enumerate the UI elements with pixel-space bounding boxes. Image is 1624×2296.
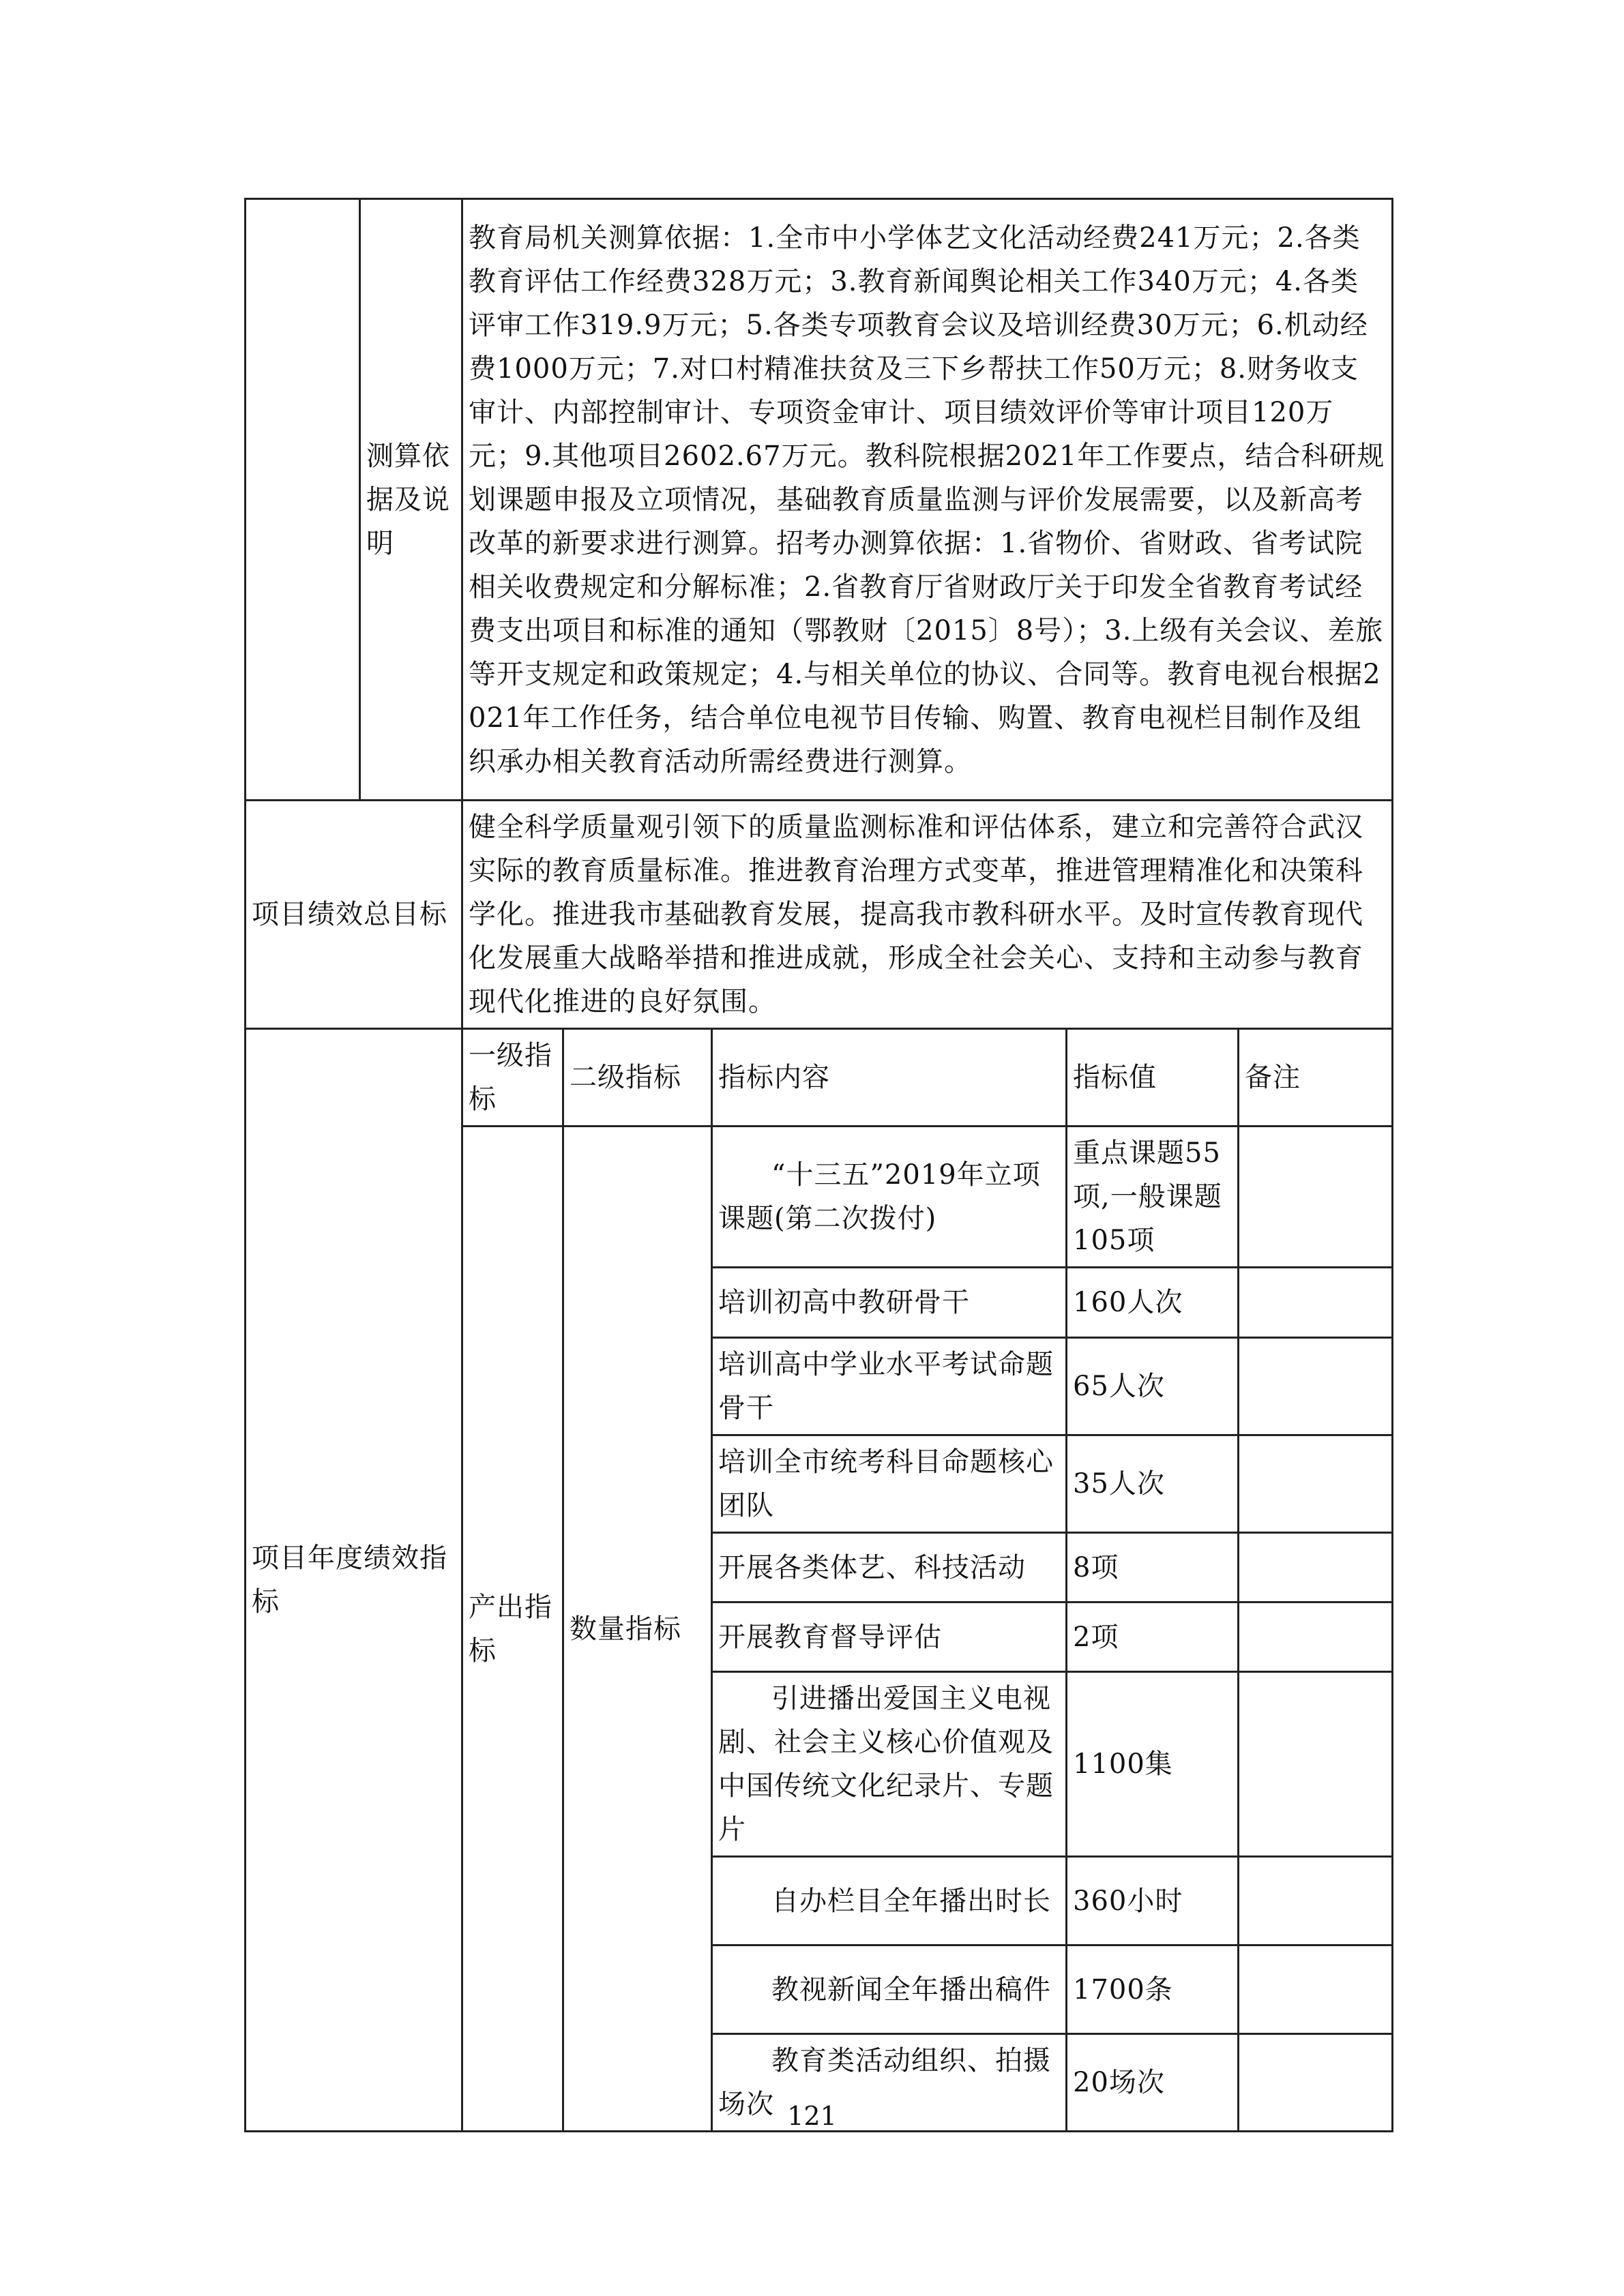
note-cell: [1239, 1435, 1393, 1533]
overall-goal-label: 项目绩效总目标: [246, 801, 462, 1029]
value-cell: 35人次: [1067, 1435, 1239, 1533]
content-cell: 培训初高中教研骨干: [712, 1268, 1067, 1338]
note-cell: [1239, 1338, 1393, 1435]
basis-empty-cell: [246, 199, 360, 801]
note-cell: [1239, 1127, 1393, 1268]
note-cell: [1239, 1533, 1393, 1602]
level2-cell: 数量指标: [563, 1127, 712, 2132]
content-cell: 引进播出爱国主义电视剧、社会主义核心价值观及中国传统文化纪录片、专题片: [712, 1672, 1067, 1857]
basis-label: 测算依据及说明: [360, 199, 462, 801]
note-cell: [1239, 1602, 1393, 1672]
content-cell: 开展教育督导评估: [712, 1602, 1067, 1672]
content-cell: “十三五”2019年立项课题(第二次拨付): [712, 1127, 1067, 1268]
note-cell: [1239, 1268, 1393, 1338]
content-cell: 开展各类体艺、科技活动: [712, 1533, 1067, 1602]
basis-text: 教育局机关测算依据：1.全市中小学体艺文化活动经费241万元；2.各类教育评估工作经费328万元；3.教育新闻舆论相关工作340万元；4.各类评审工作319.9万元；5.各类专项教育会议及培训经费30万元；6.机动经费1000万元；7.对口村精准扶贫及三下乡帮扶工作50万元；8.财务收支审计、内部控制审计、专项资金审计、项目绩效评价等审计项目120万元；9.其他项目2602.67万元。教科院根据2021年工作要点，结合科研规划课题申报及立项情况，基础教育质量监测与评价发展需要，以及新高考改革的新要求进行测算。招考办测算依据：1.省物价、省财政、省考试院相关收费规定和分解标准；2.省教育厅省财政厅关于印发全省教育考试经费支出项目和标准的通知（鄂教财〔2015〕8号）；3.上级有关会议、差旅等开支规定和政策规定；4.与相关单位的协议、合同等。教育电视台根据2021年工作任务，结合单位电视节目传输、购置、教育电视栏目制作及组织承办相关教育活动所需经费进行测算。: [462, 199, 1393, 801]
level1-cell: 产出指标: [462, 1127, 563, 2132]
basis-row: [246, 199, 1393, 801]
header-note: 备注: [1239, 1029, 1393, 1127]
overall-goal-text: 健全科学质量观引领下的质量监测标准和评估体系，建立和完善符合武汉实际的教育质量标准。推进教育治理方式变革，推进管理精准化和决策科学化。推进我市基础教育发展，提高我市教科研水平。及时宣传教育现代化发展重大战略举措和推进成就，形成全社会关心、支持和主动参与教育现代化推进的良好氛围。: [462, 801, 1393, 1029]
value-cell: 重点课题55项,一般课题105项: [1067, 1127, 1239, 1268]
value-cell: 1700条: [1067, 1945, 1239, 2034]
value-cell: 20场次: [1067, 2034, 1239, 2132]
value-cell: 160人次: [1067, 1268, 1239, 1338]
header-content: 指标内容: [712, 1029, 1067, 1127]
annual-header-row: [246, 1029, 1393, 1127]
performance-table: [244, 198, 1393, 2132]
overall-goal-row: [246, 801, 1393, 1029]
content-cell: 教视新闻全年播出稿件: [712, 1945, 1067, 2034]
note-cell: [1239, 1857, 1393, 1945]
note-cell: [1239, 1672, 1393, 1857]
header-level1: 一级指标: [462, 1029, 563, 1127]
header-level2: 二级指标: [563, 1029, 712, 1127]
value-cell: 65人次: [1067, 1338, 1239, 1435]
content-cell: 教育类活动组织、拍摄场次: [712, 2034, 1067, 2132]
content-cell: 培训全市统考科目命题核心团队: [712, 1435, 1067, 1533]
value-cell: 8项: [1067, 1533, 1239, 1602]
note-cell: [1239, 1945, 1393, 2034]
header-value: 指标值: [1067, 1029, 1239, 1127]
value-cell: 1100集: [1067, 1672, 1239, 1857]
content-cell: 自办栏目全年播出时长: [712, 1857, 1067, 1945]
annual-label: 项目年度绩效指标: [246, 1029, 462, 2132]
value-cell: 2项: [1067, 1602, 1239, 1672]
content-cell: 培训高中学业水平考试命题骨干: [712, 1338, 1067, 1435]
value-cell: 360小时: [1067, 1857, 1239, 1945]
page-number: 121: [787, 2101, 837, 2131]
